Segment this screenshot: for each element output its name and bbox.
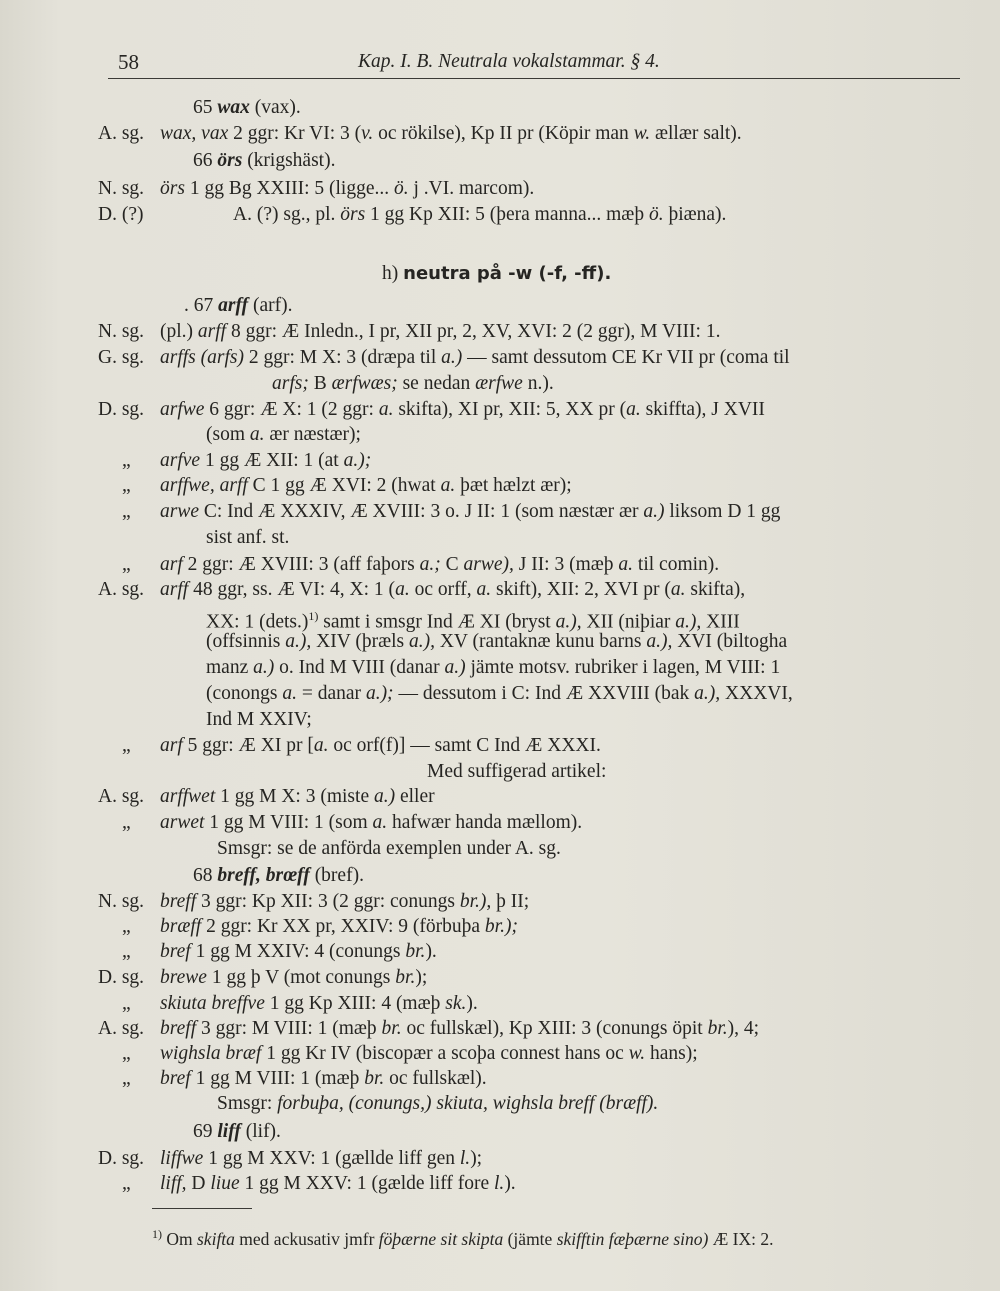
ditto-mark: „ bbox=[122, 993, 131, 1014]
text-run: a. bbox=[249, 424, 265, 445]
text-run: arfwe bbox=[160, 399, 205, 420]
text-run: bref bbox=[160, 941, 191, 962]
text-run: a. bbox=[440, 475, 456, 496]
text-run: l. bbox=[459, 1148, 471, 1169]
headword: wax bbox=[217, 97, 250, 118]
text-run: arf bbox=[160, 554, 183, 575]
text-run: n.). bbox=[522, 373, 554, 394]
text-run: brewe bbox=[160, 967, 207, 988]
text-run: Ind M XXIV; bbox=[206, 709, 312, 730]
text-run: a. bbox=[476, 579, 492, 600]
text-run: a.) bbox=[444, 657, 466, 678]
text-run: a. bbox=[378, 399, 394, 420]
text-run: 48 ggr, ss. Æ VI: 4, X: 1 ( bbox=[188, 579, 396, 600]
text-run: B bbox=[308, 373, 332, 394]
text-run: 5 ggr: Æ XI pr [ bbox=[182, 735, 314, 756]
ditto-mark: „ bbox=[122, 1068, 131, 1089]
case-label: D. sg. bbox=[98, 399, 145, 420]
text-run: a. bbox=[670, 579, 686, 600]
text-run: 1 gg Kp XII: 5 (þera manna... mæþ bbox=[365, 204, 649, 225]
text-line bbox=[160, 966, 427, 990]
text-run: XIV (þræls bbox=[311, 631, 409, 652]
text-run: hans); bbox=[645, 1043, 698, 1064]
text-run: 1 gg M X: 3 (miste bbox=[215, 786, 374, 807]
text-run: br. bbox=[707, 1018, 728, 1039]
text-run: a.) bbox=[253, 657, 275, 678]
text-line bbox=[160, 122, 742, 146]
text-run: 8 ggr: Æ Inledn., I pr, XII pr, 2, XV, XVI: 2 (2 ggr), M VIII: 1. bbox=[226, 321, 721, 342]
text-line bbox=[193, 864, 364, 888]
case-label: A. sg. bbox=[98, 579, 145, 600]
text-run: C bbox=[440, 554, 464, 575]
text-run: (lif). bbox=[240, 1121, 281, 1142]
text-run: 1) bbox=[152, 1227, 162, 1241]
text-run: XII (niþiar bbox=[581, 611, 676, 633]
text-run: a.) bbox=[643, 501, 665, 522]
text-run: 1 gg Bg XXIII: 5 (ligge... bbox=[184, 178, 394, 199]
text-run: XXXVI, bbox=[720, 683, 793, 704]
text-run: Æ IX: 2. bbox=[708, 1228, 774, 1249]
text-line bbox=[160, 811, 582, 835]
text-run: arwe bbox=[160, 501, 199, 522]
headword: breff, brœff bbox=[217, 865, 310, 886]
text-line bbox=[160, 785, 435, 809]
text-run: sist anf. st. bbox=[206, 527, 290, 548]
text-run: oc rökilse), Kp II pr (Köpir man bbox=[373, 123, 634, 144]
text-run: 1 gg Kr IV (biscopær a scoþa connest hans oc bbox=[261, 1043, 629, 1064]
case-label: A. sg. bbox=[98, 1018, 145, 1039]
text-run: a. bbox=[282, 683, 297, 704]
footnote bbox=[152, 1222, 774, 1251]
text-run: ær næstær); bbox=[264, 424, 361, 445]
text-run: skifta), bbox=[685, 579, 746, 600]
text-run: w. bbox=[628, 1043, 646, 1064]
ditto-mark: „ bbox=[122, 475, 131, 496]
text-run: wighsla bræf bbox=[160, 1043, 262, 1064]
case-label: D. sg. bbox=[98, 967, 145, 988]
text-run: (bref). bbox=[309, 865, 364, 886]
text-run: Smsgr: bbox=[217, 1093, 278, 1114]
text-run: se nedan bbox=[397, 373, 476, 394]
text-run: bræff bbox=[160, 916, 202, 937]
text-run: (vax). bbox=[249, 97, 301, 118]
text-run: A. (?) sg., pl. bbox=[233, 204, 341, 225]
text-line bbox=[206, 526, 289, 550]
text-run: a.), bbox=[285, 631, 312, 652]
text-run: samt i smsgr Ind Æ XI (bryst bbox=[318, 611, 556, 633]
text-run: C 1 gg Æ XVI: 2 (hwat bbox=[247, 475, 441, 496]
text-run: J II: 3 (mæþ bbox=[513, 554, 619, 575]
text-run: a.), bbox=[408, 631, 435, 652]
text-run: a.), bbox=[646, 631, 673, 652]
text-run: oc orff, bbox=[409, 579, 477, 600]
text-run: 1 gg M XXV: 1 (gælde liff fore bbox=[239, 1173, 495, 1194]
text-run: Om bbox=[162, 1228, 197, 1249]
text-run: br. bbox=[395, 967, 416, 988]
text-run: örs bbox=[160, 178, 185, 199]
text-run: a.), bbox=[694, 683, 721, 704]
text-run: skifta bbox=[197, 1228, 235, 1249]
text-line bbox=[160, 398, 765, 422]
text-run: Med suffigerad artikel: bbox=[427, 761, 607, 782]
text-line bbox=[184, 294, 293, 318]
text-run: arff bbox=[197, 321, 227, 342]
text-run: liksom D 1 gg bbox=[664, 501, 781, 522]
text-run: ællær salt). bbox=[650, 123, 742, 144]
text-run: ö. bbox=[394, 178, 409, 199]
text-run: med ackusativ jmfr bbox=[234, 1228, 379, 1249]
text-line bbox=[160, 177, 534, 201]
headword: liff bbox=[217, 1121, 241, 1142]
text-run: liffwe bbox=[160, 1148, 204, 1169]
text-run: föþærne sit skipta bbox=[378, 1228, 504, 1249]
text-run: þiæna). bbox=[663, 204, 727, 225]
text-run: v. bbox=[361, 123, 374, 144]
text-run: br. bbox=[381, 1018, 402, 1039]
text-line bbox=[206, 630, 787, 654]
text-run: ); bbox=[470, 1148, 483, 1169]
text-run: arf bbox=[160, 735, 183, 756]
text-line bbox=[160, 320, 720, 344]
text-line bbox=[160, 449, 371, 473]
text-run: br. bbox=[364, 1068, 385, 1089]
case-label: D. (?) bbox=[98, 204, 144, 225]
ditto-mark: „ bbox=[122, 450, 131, 471]
text-line bbox=[206, 656, 780, 680]
text-run: arfs; bbox=[272, 373, 309, 394]
text-run: þ II; bbox=[491, 891, 530, 912]
case-label: N. sg. bbox=[98, 891, 145, 912]
text-run: Smsgr: se de anförda exemplen under A. sg. bbox=[217, 838, 561, 859]
text-run: liue bbox=[210, 1173, 240, 1194]
text-line bbox=[217, 1092, 658, 1116]
case-label: A. sg. bbox=[98, 123, 145, 144]
text-run: ), 4; bbox=[727, 1018, 760, 1039]
text-run: (pl.) bbox=[160, 321, 198, 342]
text-run: skifta), XI pr, XII: 5, XX pr ( bbox=[393, 399, 627, 420]
text-line bbox=[206, 708, 312, 732]
text-run: 6 ggr: Æ X: 1 (2 ggr: bbox=[204, 399, 379, 420]
text-run: 1 gg M XXV: 1 (gællde liff gen bbox=[203, 1148, 460, 1169]
text-run: oc fullskæl). bbox=[384, 1068, 487, 1089]
text-run: arffwet bbox=[160, 786, 216, 807]
text-run: o. Ind M VIII (danar bbox=[274, 657, 445, 678]
text-run: a. bbox=[313, 735, 329, 756]
text-run: a. bbox=[626, 399, 641, 420]
text-run: a. bbox=[395, 579, 410, 600]
text-line bbox=[160, 1147, 482, 1171]
ditto-mark: „ bbox=[122, 501, 131, 522]
text-run: 1 gg Kp XIII: 4 (mæþ bbox=[264, 993, 446, 1014]
text-run: 1 gg Æ XII: 1 (at bbox=[200, 450, 344, 471]
text-run: 1) bbox=[308, 609, 319, 623]
ditto-mark: „ bbox=[122, 554, 131, 575]
running-title: Kap. I. B. Neutrala vokalstammar. § 4. bbox=[358, 51, 660, 72]
text-run: ); bbox=[415, 967, 428, 988]
text-run: 1 gg M VIII: 1 (som bbox=[204, 812, 373, 833]
text-run: wax, vax bbox=[160, 123, 229, 144]
case-label: N. sg. bbox=[98, 178, 145, 199]
text-run: þæt hælzt ær); bbox=[455, 475, 572, 496]
text-run: a.), bbox=[555, 611, 582, 633]
text-run: a.) bbox=[441, 347, 463, 368]
text-line bbox=[206, 423, 361, 447]
text-run: sk. bbox=[445, 993, 467, 1014]
text-run: oc fullskæl), Kp XIII: 3 (conungs öpit bbox=[401, 1018, 708, 1039]
text-run: manz bbox=[206, 657, 254, 678]
text-run: breff bbox=[160, 1018, 197, 1039]
text-run: arwet bbox=[160, 812, 205, 833]
text-run: ö. bbox=[648, 204, 664, 225]
ditto-mark: „ bbox=[122, 941, 131, 962]
text-run: 1 gg M XXIV: 4 (conungs bbox=[190, 941, 406, 962]
text-line bbox=[160, 346, 790, 370]
text-run: br.), bbox=[459, 891, 492, 912]
text-run: 2 ggr: Æ XVIII: 3 (aff faþors bbox=[182, 554, 420, 575]
text-run: a.) bbox=[373, 786, 396, 807]
text-run: arff bbox=[160, 579, 189, 600]
text-run: (conongs bbox=[206, 683, 283, 704]
text-line bbox=[427, 760, 606, 784]
text-run: ærfwæs; bbox=[331, 373, 398, 394]
text-run: 68 bbox=[193, 865, 218, 886]
text-run: br. bbox=[405, 941, 426, 962]
text-run: h) bbox=[382, 263, 404, 284]
text-run: a. bbox=[372, 812, 388, 833]
text-run: 1 gg M VIII: 1 (mæþ bbox=[190, 1068, 365, 1089]
text-line bbox=[160, 940, 437, 964]
text-line bbox=[160, 890, 529, 914]
text-run: 2 ggr: M X: 3 (dræpa til bbox=[243, 347, 442, 368]
text-line bbox=[160, 474, 572, 498]
text-run: XV (rantaknæ kunu barns bbox=[434, 631, 647, 652]
case-label: D. sg. bbox=[98, 1148, 145, 1169]
text-run: til comin). bbox=[633, 554, 720, 575]
text-run: 65 bbox=[193, 97, 218, 118]
text-run: forbuþa, (conungs,) skiuta, wighsla breff (bræff). bbox=[277, 1093, 659, 1114]
text-line bbox=[160, 553, 719, 577]
text-run: 2 ggr: Kr XX pr, XXIV: 9 (förbuþa bbox=[201, 916, 485, 937]
text-run: 1 gg þ V (mot conungs bbox=[206, 967, 396, 988]
text-run: XX: 1 (dets.) bbox=[206, 611, 309, 633]
ditto-mark: „ bbox=[122, 1173, 131, 1194]
text-line bbox=[233, 203, 726, 227]
text-run: C: Ind Æ XXXIV, Æ XVIII: 3 o. J II: 1 (som næstær ær bbox=[199, 501, 644, 522]
text-run: skifftin fæþærne sino) bbox=[556, 1228, 709, 1249]
text-run: ). bbox=[504, 1173, 516, 1194]
case-label: A. sg. bbox=[98, 786, 145, 807]
text-line bbox=[160, 734, 601, 758]
text-run: 3 ggr: M VIII: 1 (mæþ bbox=[196, 1018, 382, 1039]
text-run: liff, bbox=[160, 1173, 187, 1194]
text-run: breff bbox=[160, 891, 197, 912]
text-run: skiffta), J XVII bbox=[640, 399, 765, 420]
text-line bbox=[193, 1120, 281, 1144]
footnote-rule bbox=[152, 1208, 252, 1209]
case-label: N. sg. bbox=[98, 321, 145, 342]
text-line bbox=[160, 1067, 487, 1091]
text-run: 69 bbox=[193, 1121, 218, 1142]
text-line bbox=[160, 915, 518, 939]
text-run: a. bbox=[618, 554, 634, 575]
text-line bbox=[160, 1172, 516, 1196]
ditto-mark: „ bbox=[122, 916, 131, 937]
text-run: XVI (biltogha bbox=[672, 631, 788, 652]
text-run: (som bbox=[206, 424, 250, 445]
text-run: arffwe, arff bbox=[160, 475, 248, 496]
text-run: XIII bbox=[701, 611, 740, 633]
text-run: br.); bbox=[484, 916, 518, 937]
text-run: 2 ggr: Kr VI: 3 ( bbox=[228, 123, 362, 144]
text-run: a.; bbox=[419, 554, 441, 575]
text-run: — samt dessutom CE Kr VII pr (coma til bbox=[462, 347, 790, 368]
text-run: = danar bbox=[297, 683, 366, 704]
text-run: w. bbox=[633, 123, 651, 144]
text-run: 3 ggr: Kp XII: 3 (2 ggr: conungs bbox=[196, 891, 460, 912]
text-line bbox=[193, 96, 301, 120]
text-run: örs bbox=[340, 204, 366, 225]
section-heading: neutra på -w (-f, -ff). bbox=[403, 263, 612, 284]
text-run: skift), XII: 2, XVI pr ( bbox=[491, 579, 671, 600]
text-line bbox=[160, 500, 780, 524]
text-run: . 67 bbox=[184, 295, 219, 316]
text-line bbox=[160, 578, 745, 602]
headword: arff bbox=[218, 295, 249, 316]
text-run: a.), bbox=[675, 611, 702, 633]
text-run: (krigshäst). bbox=[242, 150, 336, 171]
text-line bbox=[160, 992, 478, 1016]
text-run: ærfwe bbox=[475, 373, 523, 394]
text-run: a.); bbox=[365, 683, 394, 704]
text-line bbox=[382, 262, 611, 286]
text-run: D bbox=[186, 1173, 211, 1194]
text-line bbox=[160, 1017, 759, 1041]
text-run: j .VI. marcom). bbox=[408, 178, 535, 199]
text-run: arfve bbox=[160, 450, 201, 471]
text-run: (jämte bbox=[503, 1228, 557, 1249]
text-run: (arf). bbox=[248, 295, 293, 316]
text-run: arwe), bbox=[463, 554, 514, 575]
text-run: jämte motsv. rubriker i lagen, M VIII: 1 bbox=[465, 657, 781, 678]
case-label: G. sg. bbox=[98, 347, 145, 368]
text-run: ). bbox=[425, 941, 437, 962]
ditto-mark: „ bbox=[122, 1043, 131, 1064]
text-run: bref bbox=[160, 1068, 191, 1089]
text-line bbox=[206, 682, 793, 706]
text-run: eller bbox=[395, 786, 435, 807]
text-run: — dessutom i C: Ind Æ XXVIII (bak bbox=[393, 683, 695, 704]
page-number: 58 bbox=[118, 50, 139, 74]
text-line bbox=[160, 1042, 698, 1066]
text-run: (offsinnis bbox=[206, 631, 286, 652]
header-rule bbox=[108, 78, 960, 79]
text-run: l. bbox=[494, 1173, 505, 1194]
text-run: 66 bbox=[193, 150, 218, 171]
text-run: a.); bbox=[343, 450, 372, 471]
text-line bbox=[193, 149, 335, 173]
headword: örs bbox=[217, 150, 243, 171]
ditto-mark: „ bbox=[122, 812, 131, 833]
text-run: skiuta breffve bbox=[160, 993, 265, 1014]
text-line bbox=[272, 372, 554, 396]
text-run: hafwær handa mællom). bbox=[387, 812, 583, 833]
text-line bbox=[217, 837, 561, 861]
text-run: oc orf(f)] — samt C Ind Æ XXXI. bbox=[328, 735, 601, 756]
text-run: ). bbox=[466, 993, 478, 1014]
text-run: arffs (arfs) bbox=[160, 347, 244, 368]
ditto-mark: „ bbox=[122, 735, 131, 756]
